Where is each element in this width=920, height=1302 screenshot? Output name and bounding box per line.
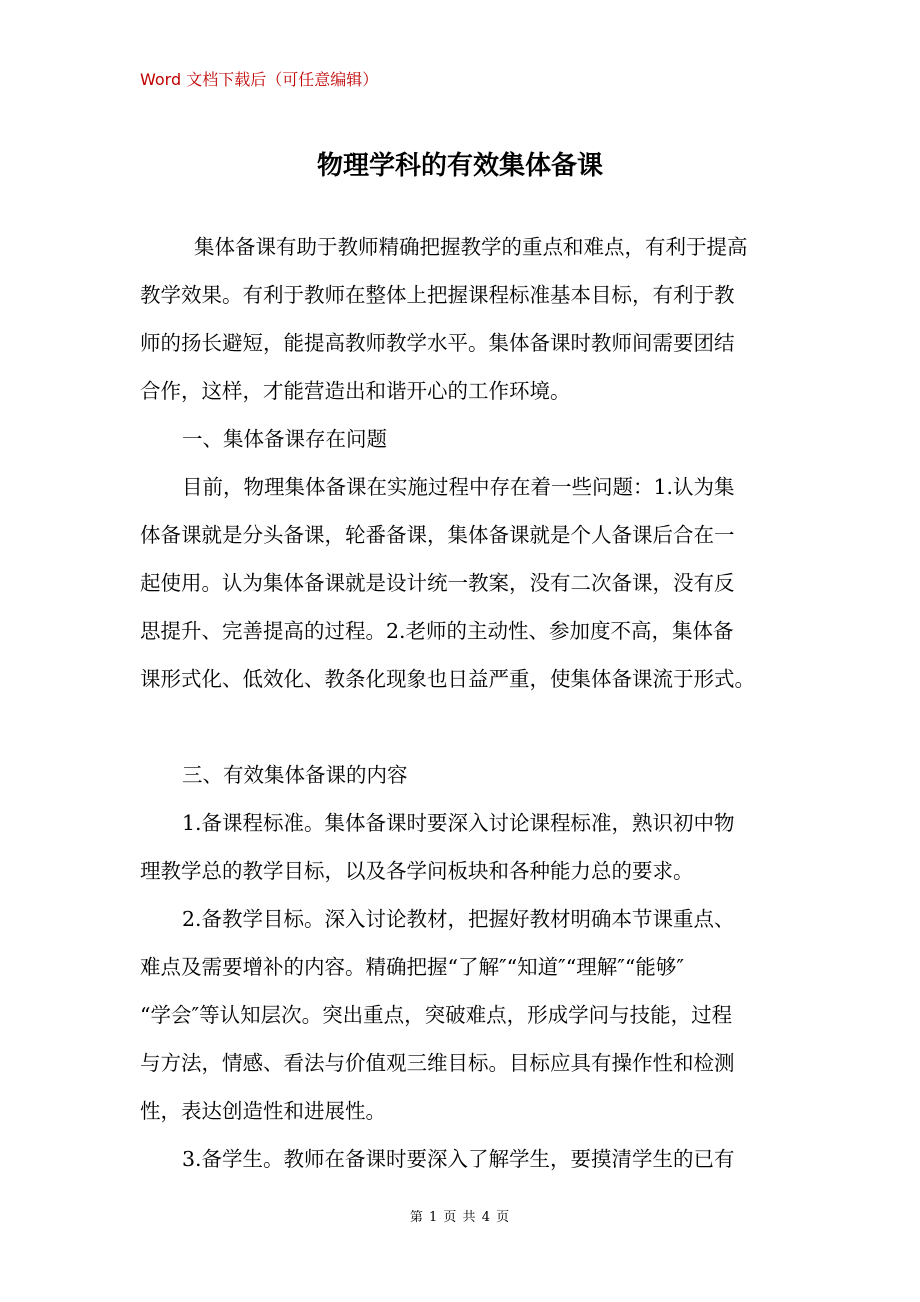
paragraph-line: 体备课就是分头备课，轮番备课，集体备课就是个人备课后合在一 <box>140 523 735 547</box>
paragraph-line: 课形式化、低效化、教条化现象也日益严重，使集体备课流于形式。 <box>140 667 755 691</box>
page-footer: 第 1 页 共 4 页 <box>409 1210 511 1225</box>
section-heading: 三、有效集体备课的内容 <box>182 763 408 787</box>
document-title: 物理学科的有效集体备课 <box>316 151 603 181</box>
paragraph-line: 目前，物理集体备课在实施过程中存在着一些问题：1.认为集 <box>182 475 735 499</box>
paragraph-line: 思提升、完善提高的过程。2.老师的主动性、参加度不高，集体备 <box>140 619 734 643</box>
section-heading: 一、集体备课存在问题 <box>182 427 387 451</box>
paragraph-line: 合作，这样，才能营造出和谐开心的工作环境。 <box>140 379 571 403</box>
paragraph-line: 起使用。认为集体备课就是设计统一教案，没有二次备课，没有反 <box>140 571 735 595</box>
paragraph-line: 教学效果。有利于教师在整体上把握课程标准基本目标，有利于教 <box>140 283 735 307</box>
paragraph-line: 2.备教学目标。深入讨论教材，把握好教材明确本节课重点、 <box>182 907 735 931</box>
paragraph-line: 3.备学生。教师在备课时要深入了解学生，要摸清学生的已有 <box>182 1147 735 1171</box>
paragraph-line: 集体备课有助于教师精确把握教学的重点和难点，有利于提高 <box>194 235 748 259</box>
paragraph-line: “学会″等认知层次。突出重点，突破难点，形成学问与技能，过程 <box>140 1003 733 1027</box>
paragraph-line: 师的扬长避短，能提高教师教学水平。集体备课时教师间需要团结 <box>140 331 735 355</box>
download-notice: Word 文档下载后（可任意编辑） <box>140 70 379 89</box>
paragraph-line: 1.备课程标准。集体备课时要深入讨论课程标准，熟识初中物 <box>182 811 735 835</box>
paragraph-line: 与方法，情感、看法与价值观三维目标。目标应具有操作性和检测 <box>140 1051 735 1075</box>
paragraph-line: 性，表达创造性和进展性。 <box>140 1099 386 1123</box>
paragraph-line: 难点及需要增补的内容。精确把握“了解″“知道″“理解″“能够″ <box>140 955 685 979</box>
paragraph-line: 理教学总的教学目标，以及各学问板块和各种能力总的要求。 <box>140 859 694 883</box>
